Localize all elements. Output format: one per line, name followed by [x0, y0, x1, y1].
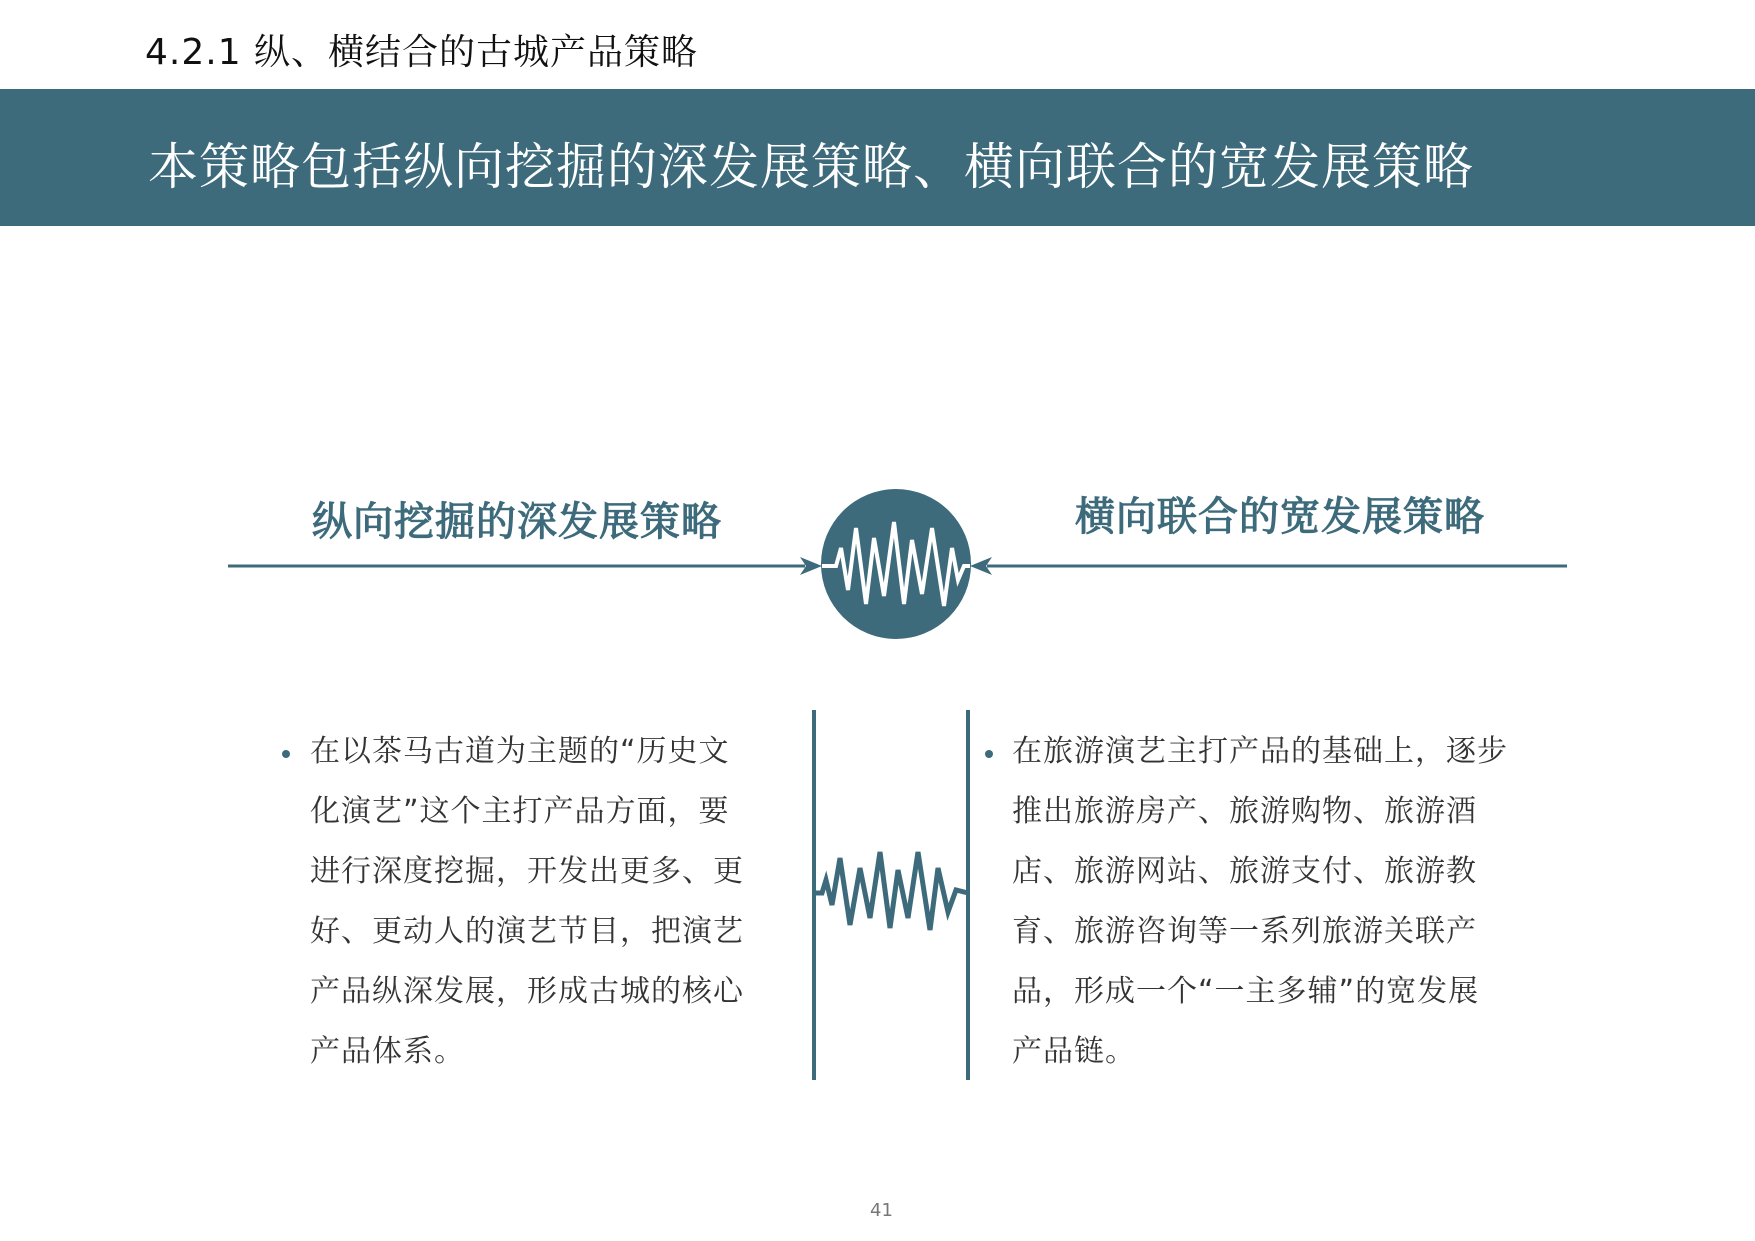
- left-text-line: 在以茶马古道为主题的“历史文: [310, 734, 730, 769]
- right-text-line: 育、旅游咨询等一系列旅游关联产: [1012, 914, 1477, 949]
- section-heading: 4.2.1 纵、横结合的古城产品策略: [145, 32, 699, 73]
- left-bullet-icon: [282, 750, 290, 758]
- left-text-line: 产品纵深发展，形成古城的核心: [310, 974, 744, 1009]
- right-strategy-text: [1012, 722, 1572, 1082]
- right-text-line: 店、旅游网站、旅游支付、旅游教: [1012, 854, 1477, 889]
- left-text-line: 产品体系。: [310, 1034, 465, 1069]
- waveform-icon: [814, 852, 968, 930]
- page-number: 41: [870, 1200, 893, 1221]
- right-text-line: 产品链。: [1012, 1034, 1136, 1069]
- banner-title: 本策略包括纵向挖掘的深发展策略、横向联合的宽发展策略: [148, 138, 1474, 196]
- waveform-circle-icon: [821, 489, 971, 639]
- left-text-line: 进行深度挖掘，开发出更多、更: [310, 854, 744, 889]
- left-text-line: 好、更动人的演艺节目，把演艺: [310, 914, 744, 949]
- left-text-line: 化演艺”这个主打产品方面，要: [310, 794, 730, 829]
- right-strategy-title: 横向联合的宽发展策略: [1075, 494, 1485, 540]
- right-text-line: 推出旅游房产、旅游购物、旅游酒: [1012, 794, 1477, 829]
- left-strategy-text: [310, 722, 780, 1082]
- right-bullet-icon: [985, 750, 993, 758]
- right-text-line: 在旅游演艺主打产品的基础上，逐步: [1012, 734, 1508, 769]
- left-strategy-title: 纵向挖掘的深发展策略: [312, 499, 722, 545]
- right-text-line: 品，形成一个“一主多辅”的宽发展: [1012, 974, 1480, 1009]
